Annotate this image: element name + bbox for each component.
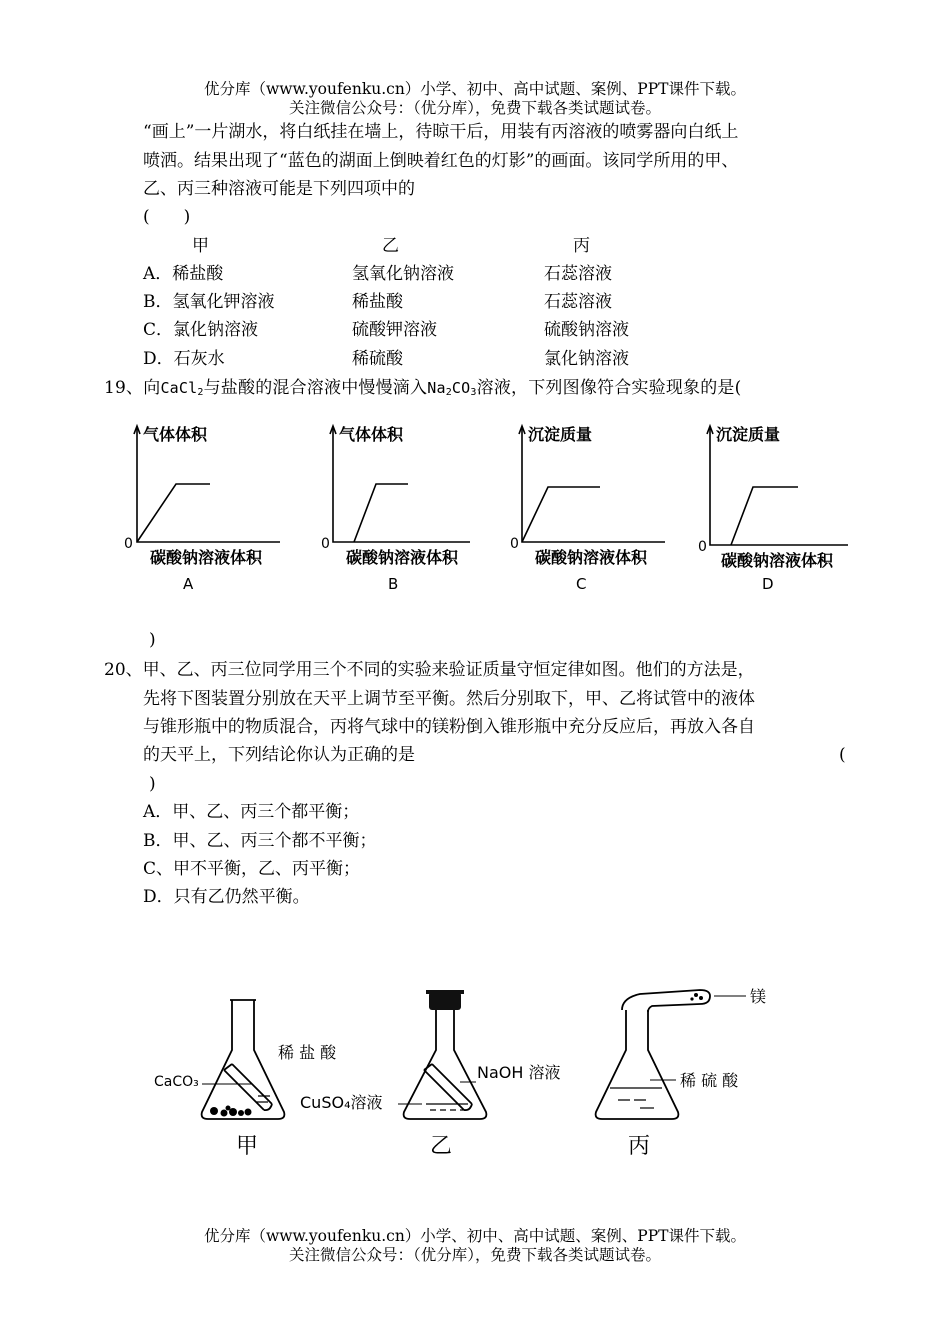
graph-d-xlabel: 碳酸钠溶液体积 bbox=[721, 551, 834, 570]
q20-number: 20、 bbox=[104, 660, 143, 680]
q19-graphs bbox=[110, 418, 850, 598]
q20-option-b: B．甲、乙、丙三个都不平衡； bbox=[143, 831, 377, 851]
jia-liquid-label: 稀 盐 酸 bbox=[278, 1043, 337, 1062]
q18-answer-paren: ( ) bbox=[143, 207, 191, 227]
q19-na2co3-b: CO bbox=[451, 379, 471, 397]
graph-a-letter: A bbox=[183, 575, 194, 593]
q18-line-1: “画上”一片湖水，将白纸挂在墙上，待晾干后，用装有丙溶液的喷雾器向白纸上 bbox=[143, 122, 739, 142]
graph-c-ylabel: 沉淀质量 bbox=[528, 425, 593, 444]
footer-line-1: 优分库（www.youfenku.cn）小学、初中、高中试题、案例、PPT课件下载。 bbox=[203, 1227, 747, 1245]
graph-b-curve bbox=[354, 484, 408, 542]
header-line-1: 优分库（www.youfenku.cn）小学、初中、高中试题、案例、PPT课件下载。 bbox=[203, 80, 747, 98]
graph-b-xlabel: 碳酸钠溶液体积 bbox=[346, 548, 459, 567]
graph-c-curve bbox=[522, 487, 600, 542]
q19-na2co3-a: Na bbox=[427, 379, 446, 397]
bing-metal-label: 镁 bbox=[750, 987, 767, 1006]
q18-option-c-yi: 硫酸钾溶液 bbox=[352, 320, 437, 340]
graph-a-xlabel: 碳酸钠溶液体积 bbox=[150, 548, 263, 567]
q20-line-4: 的天平上，下列结论你认为正确的是 bbox=[143, 745, 415, 765]
q19-na2co3 bbox=[427, 379, 476, 397]
graph-d-letter: D bbox=[762, 575, 774, 593]
graph-a-origin: 0 bbox=[124, 536, 133, 552]
q20-option-c: C、甲不平衡，乙、丙平衡； bbox=[143, 859, 361, 879]
q18-option-c-bing: 硫酸钠溶液 bbox=[544, 320, 629, 340]
q18-option-d-bing: 氯化钠溶液 bbox=[544, 349, 629, 369]
q20-line-2: 先将下图装置分别放在天平上调节至平衡。然后分别取下，甲、乙将试管中的液体 bbox=[143, 689, 755, 709]
yi-flask-label: CuSO₄溶液 bbox=[300, 1093, 383, 1112]
q18-col-header-bing: 丙 bbox=[573, 236, 590, 256]
flask-bing bbox=[596, 1010, 679, 1119]
q19-stem bbox=[104, 376, 741, 405]
graph-c-xlabel: 碳酸钠溶液体积 bbox=[535, 548, 648, 567]
q19-na2co3-sub2: 3 bbox=[470, 387, 477, 398]
q20-apparatus bbox=[140, 982, 780, 1162]
graph-c-origin: 0 bbox=[510, 536, 519, 552]
stopper-yi bbox=[429, 992, 461, 1010]
q18-option-a-bing: 石蕊溶液 bbox=[544, 264, 612, 284]
jia-label: 甲 bbox=[236, 1134, 259, 1159]
mg-particles bbox=[690, 993, 703, 1001]
yi-label: 乙 bbox=[430, 1134, 453, 1159]
q20-line-1-text: 甲、乙、丙三位同学用三个不同的实验来验证质量守恒定律如图。他们的方法是， bbox=[142, 660, 755, 680]
q18-option-b-bing: 石蕊溶液 bbox=[544, 292, 612, 312]
q18-option-a-yi: 氢氧化钠溶液 bbox=[352, 264, 454, 284]
q19-number: 19、 bbox=[104, 378, 144, 398]
q18-option-c-jia: C．氯化钠溶液 bbox=[143, 320, 259, 340]
q19-na2co3-sub1: 2 bbox=[445, 387, 452, 398]
graph-b-origin: 0 bbox=[321, 536, 330, 552]
q18-option-d-yi: 稀硫酸 bbox=[352, 349, 403, 369]
graph-a-curve bbox=[137, 484, 210, 542]
tube-jia-bottom bbox=[264, 1104, 272, 1110]
q19-cacl2-sub: 2 bbox=[197, 387, 204, 398]
header-line-2: 关注微信公众号：（优分库），免费下载各类试题试卷。 bbox=[288, 99, 661, 117]
graph-d-ylabel: 沉淀质量 bbox=[716, 425, 781, 444]
graph-d-origin: 0 bbox=[698, 539, 707, 555]
q19-text-b: 与盐酸的混合溶液中慢慢滴入 bbox=[203, 378, 428, 398]
q20-option-d: D．只有乙仍然平衡。 bbox=[143, 887, 310, 907]
flask-yi bbox=[404, 1008, 487, 1119]
q18-option-b-yi: 稀盐酸 bbox=[352, 292, 403, 312]
q20-paren-close: ) bbox=[149, 774, 156, 794]
q18-option-d-jia: D．石灰水 bbox=[143, 349, 225, 369]
q19-closing-paren: ) bbox=[149, 630, 156, 650]
q19-text-c: 溶液，下列图像符合实验现象的是( bbox=[476, 378, 742, 398]
q18-col-header-jia: 甲 bbox=[192, 236, 209, 256]
jia-solid-label: CaCO₃ bbox=[154, 1074, 199, 1090]
graph-c-letter: C bbox=[576, 575, 587, 593]
caco3-solid bbox=[210, 1106, 252, 1117]
flask-jia bbox=[202, 1000, 285, 1119]
q18-option-a-jia: A．稀盐酸 bbox=[143, 264, 224, 284]
q20-paren-open: ( bbox=[839, 745, 846, 765]
q20-line-3: 与锥形瓶中的物质混合，丙将气球中的镁粉倒入锥形瓶中充分反应后，再放入各自 bbox=[143, 717, 755, 737]
q19-cacl2 bbox=[160, 379, 203, 397]
bing-liquid-label: 稀 硫 酸 bbox=[680, 1071, 739, 1090]
q18-line-2: 喷洒。结果出现了“蓝色的湖面上倒映着红色的灯影”的画面。该同学所用的甲、 bbox=[143, 151, 739, 171]
bing-label: 丙 bbox=[628, 1134, 651, 1159]
q20-option-a: A．甲、乙、丙三个都平衡； bbox=[143, 802, 360, 822]
graph-b-letter: B bbox=[388, 575, 399, 593]
q19-cacl2-text: CaCl bbox=[160, 379, 198, 397]
footer-line-2: 关注微信公众号：（优分库），免费下载各类试题试卷。 bbox=[288, 1246, 661, 1264]
graph-c-axes bbox=[522, 427, 665, 542]
q18-option-b-jia: B．氢氧化钾溶液 bbox=[143, 292, 275, 312]
q18-line-3: 乙、丙三种溶液可能是下列四项中的 bbox=[143, 179, 415, 199]
q19-text-a: 向 bbox=[143, 378, 161, 398]
graph-d-axes bbox=[710, 427, 848, 545]
q20-line-1 bbox=[104, 658, 755, 682]
tube-yi-bottom bbox=[464, 1104, 472, 1110]
q18-col-header-yi: 乙 bbox=[382, 236, 399, 256]
graph-b-ylabel: 气体体积 bbox=[339, 425, 404, 444]
graph-a-ylabel: 气体体积 bbox=[143, 425, 208, 444]
yi-tube-label: NaOH 溶液 bbox=[477, 1063, 561, 1082]
graph-d-curve bbox=[731, 487, 798, 545]
